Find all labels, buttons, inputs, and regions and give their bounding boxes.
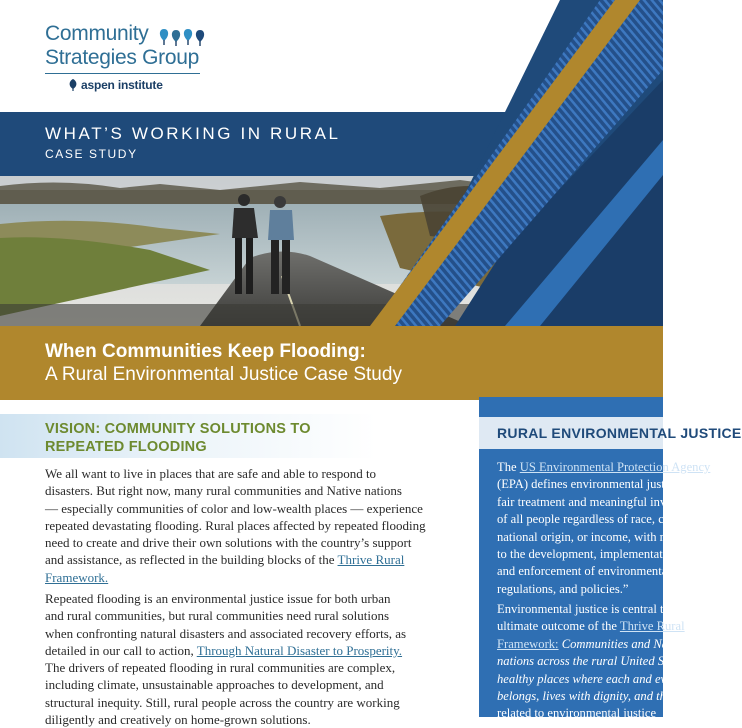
- title-band: [0, 326, 663, 400]
- natural-disaster-link[interactable]: Through Natural Disaster to Prosperity.: [196, 642, 403, 658]
- series-subtitle: CASE STUDY: [45, 147, 138, 161]
- sidebar-p1-line: national origin, or income, with respect: [497, 529, 696, 544]
- sidebar-paragraph-1: [497, 459, 727, 598]
- p2-line: The drivers of repeated flooding in rural communities are complex,: [45, 660, 396, 676]
- p1-line: — especially communities of color and low-wealth places — experience: [45, 500, 423, 516]
- sidebar-framework-link[interactable]: Framework:: [497, 636, 559, 651]
- sidebar-p2-line: Environmental justice is central to the: [497, 602, 689, 616]
- page-title: When Communities Keep Flooding:: [45, 341, 366, 362]
- vision-heading-line-1: VISION: COMMUNITY SOLUTIONS TO: [45, 421, 311, 437]
- logo-line-1: Community: [45, 22, 149, 45]
- p1-line: and assistance, as reflected in the building blocks of the: [45, 552, 338, 568]
- sidebar-panel: [479, 397, 742, 721]
- p1-line: disasters. But right now, many rural communities and Native nations: [45, 483, 402, 499]
- sidebar-p1-prefix: The: [497, 460, 520, 474]
- sidebar-p1-line: regulations, and policies.”: [497, 581, 629, 596]
- vision-heading: [45, 420, 345, 456]
- p2-line: Repeated flooding is an environmental justice issue for both urban: [45, 591, 391, 606]
- p1-line: repeated devastating flooding. Rural places affected by repeated flooding: [45, 517, 426, 533]
- p2-line: when confronting natural disasters and associated recovery efforts, as: [45, 625, 407, 641]
- thrive-rural-link[interactable]: Thrive Rural: [337, 552, 405, 568]
- sidebar-p2-italic: belongs, lives with dignity, and thrives.: [497, 689, 694, 704]
- p2-line: including climate, unsustainable approaches to development, and: [45, 677, 384, 693]
- sidebar-p2-italic: healthy places where each and every person: [497, 671, 720, 686]
- sidebar-paragraph-2: [497, 601, 727, 723]
- epa-link[interactable]: US Environmental Protection Agency: [519, 460, 711, 474]
- p2-line: diligently and creatively on home-grown solutions.: [45, 712, 311, 728]
- paragraph-2: [45, 590, 445, 728]
- sidebar-p1-line: and enforcement of environmental laws,: [497, 564, 701, 579]
- sidebar-p2-italic: nations across the rural United States are: [497, 654, 708, 669]
- sidebar-p1-line: fair treatment and meaningful involvement: [497, 494, 714, 509]
- sidebar-p1-line: to the development, implementation,: [497, 547, 683, 562]
- thrive-rural-link-cont[interactable]: Framework.: [45, 569, 109, 585]
- page-subtitle: A Rural Environmental Justice Case Study: [45, 364, 402, 385]
- p2-line: detailed in our call to action,: [45, 642, 197, 658]
- p1-line: need to create and drive their own solutions with the country’s support: [45, 535, 412, 551]
- sidebar-p2-prefix: ultimate outcome of the: [497, 619, 620, 634]
- paragraph-1: [45, 465, 445, 586]
- sidebar-thrive-rural-link[interactable]: Thrive Rural: [619, 619, 685, 634]
- sidebar-p2-italic: Communities and Native: [558, 636, 687, 651]
- series-title: WHAT’S WORKING IN RURAL: [45, 124, 341, 143]
- sidebar-p1-line: (EPA) defines environmental justice as “the: [497, 477, 718, 492]
- p2-line: and rural communities, but rural communities need rural solutions: [45, 608, 390, 624]
- sidebar-title: RURAL ENVIRONMENTAL JUSTICE: [497, 425, 742, 441]
- p2-line: structural inequity. Still, rural people across the country are working: [45, 694, 400, 710]
- sidebar-p1-line: of all people regardless of race, color,: [497, 512, 687, 527]
- logo-line-2: Strategies Group: [45, 46, 199, 69]
- sidebar-p2-line: related to environmental justice: [497, 706, 657, 721]
- p1-line: We all want to live in places that are safe and able to respond to: [45, 466, 377, 481]
- vision-heading-line-2: REPEATED FLOODING: [45, 439, 207, 455]
- aspen-institute-text: aspen institute: [81, 78, 163, 92]
